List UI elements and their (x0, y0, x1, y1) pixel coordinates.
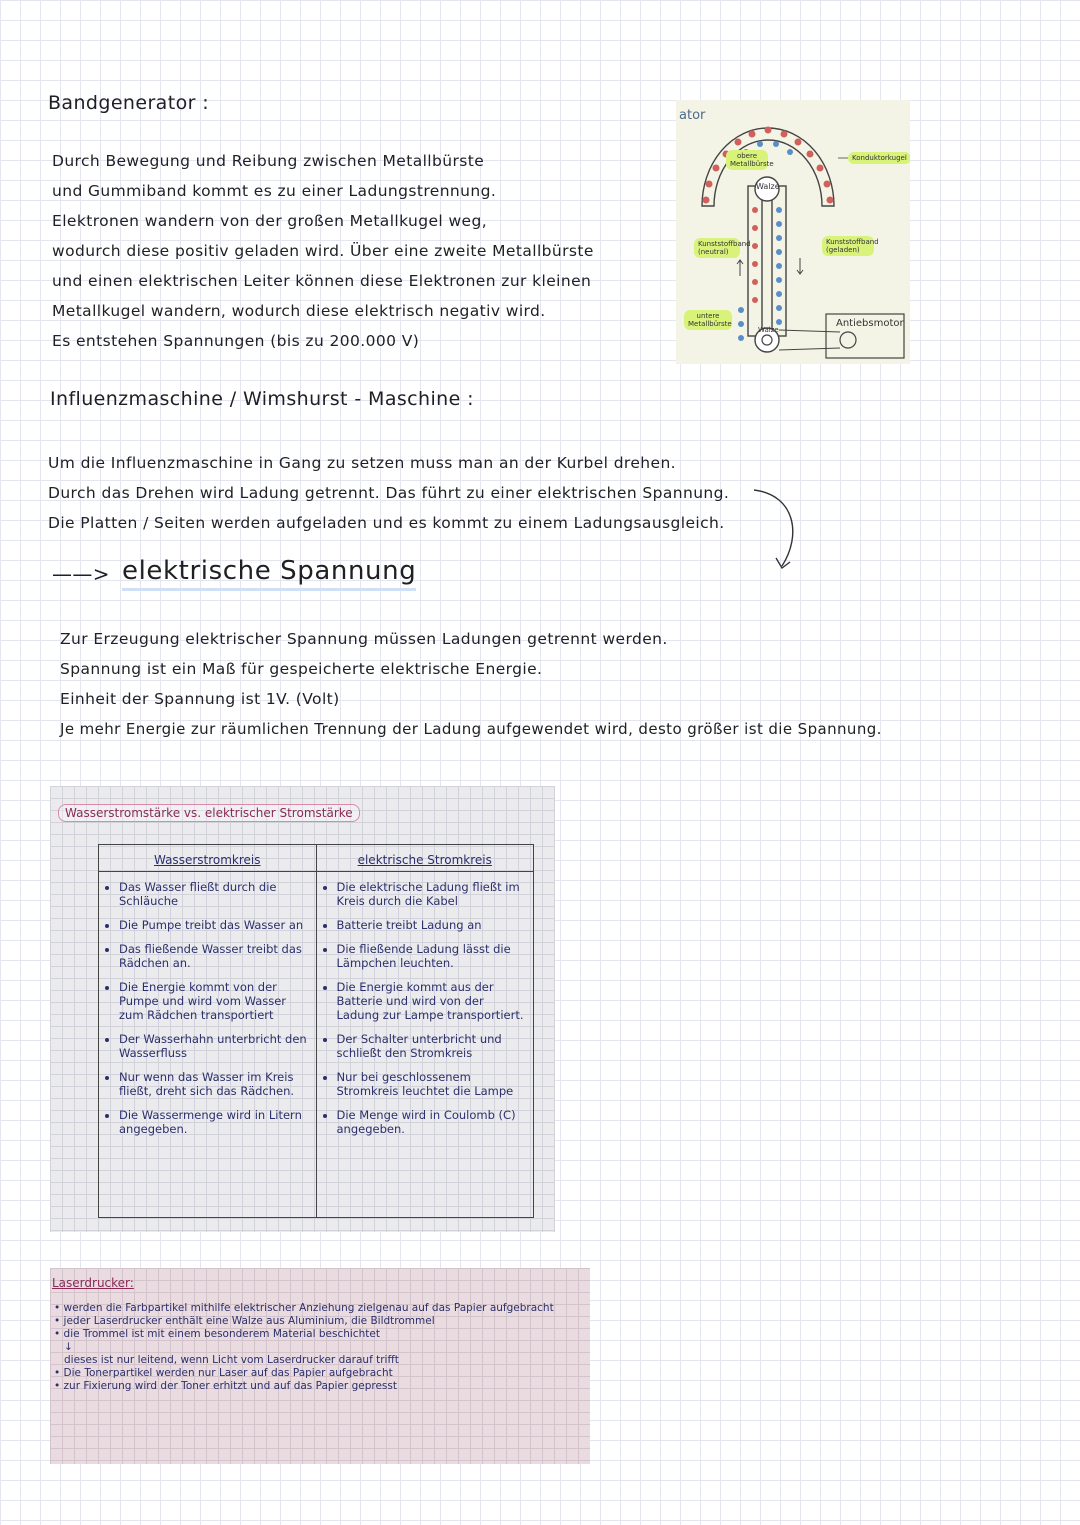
text-line: Elektronen wandern von der großen Metallkugel weg, (52, 212, 488, 230)
laser-photo (50, 1268, 590, 1464)
text-line: Durch das Drehen wird Ladung getrennt. Das führt zu einer elektrischen Spannung. (48, 484, 730, 502)
label-untere-buerste: untere Metallbürste (684, 310, 732, 330)
text-line: wodurch diese positiv geladen wird. Über eine zweite Metallbürste (52, 242, 594, 260)
list-item: • Die Energie kommt von der Pumpe und wird vom Wasser zum Rädchen transportiert (119, 980, 312, 1022)
bandgenerator-diagram (676, 100, 910, 364)
text-line: Zur Erzeugung elektrischer Spannung müssen Ladungen getrennt werden. (60, 630, 668, 648)
text-line: Durch Bewegung und Reibung zwischen Metallbürste (52, 152, 485, 170)
influenz-heading: Influenzmaschine / Wimshurst - Maschine : (50, 388, 474, 410)
list-item: • die Trommel ist mit einem besonderem Material beschichtet (54, 1328, 380, 1340)
list-item: • Die Menge wird in Coulomb (C) angegeben. (337, 1108, 530, 1136)
text-line: Es entstehen Spannungen (bis zu 200.000 V) (52, 332, 420, 350)
arrow-icon: ——> (52, 562, 110, 586)
column-header-electric: elektrische Stromkreis (316, 845, 534, 872)
list-item: • Der Wasserhahn unterbricht den Wasserfluss (119, 1032, 312, 1060)
list-item: • Die Pumpe treibt das Wasser an (119, 918, 312, 932)
influenz-text (48, 448, 729, 538)
text-line: und Gummiband kommt es zu einer Ladungstrennung. (52, 182, 497, 200)
list-item: • Das fließende Wasser treibt das Rädchen an. (119, 942, 312, 970)
spannung-heading: elektrische Spannung (122, 556, 416, 591)
text-line: Metallkugel wandern, wodurch diese elektrisch negativ wird. (52, 302, 546, 320)
label-antriebsmotor: Antiebsmotor (836, 318, 904, 329)
list-item: • Die Wassermenge wird in Litern angegeben. (119, 1108, 312, 1136)
label-kunststoffband-geladen: Kunststoffband (geladen) (822, 236, 874, 256)
list-item: • Die Tonerpartikel werden nur Laser auf das Papier aufgebracht (54, 1367, 393, 1379)
comparison-photo (50, 786, 555, 1232)
water-column (99, 872, 317, 1218)
list-item: • Nur bei geschlossenem Stromkreis leuchtet die Lampe (337, 1070, 530, 1098)
text-line: Um die Influenzmaschine in Gang zu setzen muss man an der Kurbel drehen. (48, 454, 677, 472)
down-arrow-icon: ↓ (64, 1341, 73, 1353)
bandgenerator-heading: Bandgenerator : (48, 92, 210, 114)
laser-title: Laserdrucker: (52, 1276, 134, 1290)
text-line: Die Platten / Seiten werden aufgeladen und es kommt zu einem Ladungsausgleich. (48, 514, 725, 532)
spannung-text (60, 624, 882, 744)
label-kunststoffband-neutral: Kunststoffband (neutral) (694, 238, 740, 258)
text-line: Je mehr Energie zur räumlichen Trennung der Ladung aufgewendet wird, desto größer ist die Spannung. (60, 720, 882, 738)
bandgenerator-text (52, 146, 594, 356)
list-item: • zur Fixierung wird der Toner erhitzt und auf das Papier gepresst (54, 1380, 397, 1392)
text-line: und einen elektrischen Leiter können diese Elektronen zur kleinen (52, 272, 592, 290)
list-item: • Die Energie kommt aus der Batterie und wird von der Ladung zur Lampe transportiert. (337, 980, 530, 1022)
list-item: • Nur wenn das Wasser im Kreis fließt, dreht sich das Rädchen. (119, 1070, 312, 1098)
list-item: • Die fließende Ladung lässt die Lämpchen leuchten. (337, 942, 530, 970)
list-item: • Der Schalter unterbricht und schließt den Stromkreis (337, 1032, 530, 1060)
comparison-title: Wasserstromstärke vs. elektrischer Stromstärke (58, 804, 360, 822)
list-item: • Batterie treibt Ladung an (337, 918, 530, 932)
text-line: Einheit der Spannung ist 1V. (Volt) (60, 690, 340, 708)
text-line: Spannung ist ein Maß für gespeicherte elektrische Energie. (60, 660, 543, 678)
label-konduktorkugel: Konduktorkugel (848, 152, 910, 164)
laser-list (54, 1302, 584, 1393)
label-walze-top: Walze (756, 182, 780, 191)
list-item: • jeder Laserdrucker enthält eine Walze aus Aluminium, die Bildtrommel (54, 1315, 435, 1327)
list-item: • Die elektrische Ladung fließt im Kreis durch die Kabel (337, 880, 530, 908)
list-item: • werden die Farbpartikel mithilfe elektrischer Anziehung zielgenau auf das Papier aufgebracht (54, 1302, 554, 1314)
label-obere-buerste: obere Metallbürste (726, 150, 768, 170)
electric-column (316, 872, 534, 1218)
diagram-title-fragment: ator (679, 108, 706, 123)
list-item: • Das Wasser fließt durch die Schläuche (119, 880, 312, 908)
curved-arrow-icon (740, 480, 810, 580)
column-header-water: Wasserstromkreis (99, 845, 317, 872)
list-item: dieses ist nur leitend, wenn Licht vom Laserdrucker darauf trifft (64, 1354, 399, 1366)
label-walze-bottom: Walze (758, 326, 779, 334)
comparison-table (98, 844, 534, 1218)
